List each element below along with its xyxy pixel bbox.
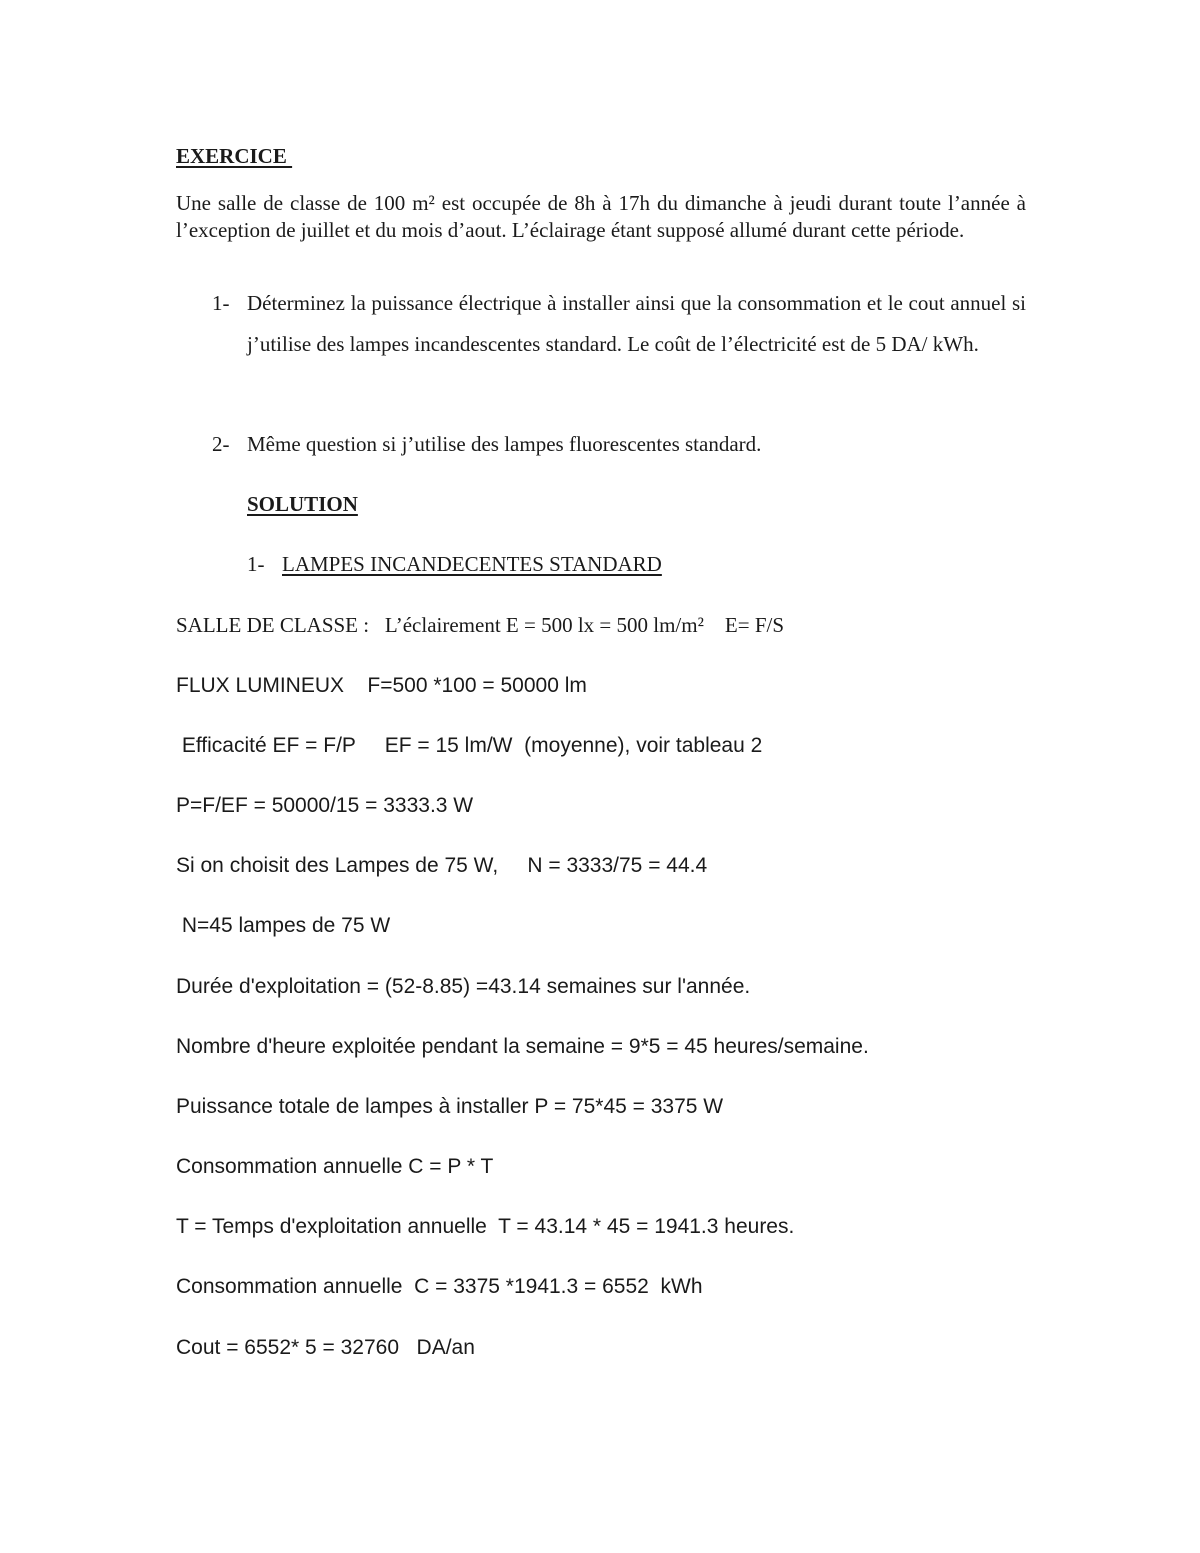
- exercise-title: EXERCICE: [176, 144, 293, 168]
- solution-line: Durée d'exploitation = (52-8.85) =43.14 semaines sur l'année.: [176, 975, 751, 998]
- part-title: LAMPES INCANDECENTES STANDARD: [282, 552, 662, 576]
- solution-line: Cout = 6552* 5 = 32760 DA/an: [176, 1336, 475, 1359]
- solution-line: Nombre d'heure exploitée pendant la semaine = 9*5 = 45 heures/semaine.: [176, 1035, 869, 1058]
- question-text: Même question si j’utilise des lampes fluorescentes standard.: [247, 432, 762, 456]
- exercise-intro: Une salle de classe de 100 m² est occupée de 8h à 17h du dimanche à jeudi durant toute l’année à l’exception de juillet et du mois d’aout. L’éclairage étant supposé allumé durant cette période.: [176, 191, 1026, 242]
- solution-line: SALLE DE CLASSE : L’éclairement E = 500 lx = 500 lm/m² E= F/S: [176, 613, 785, 637]
- solution-line: Consommation annuelle C = P * T: [176, 1155, 494, 1178]
- solution-line: N=45 lampes de 75 W: [176, 914, 391, 937]
- solution-line: Si on choisit des Lampes de 75 W, N = 3333/75 = 44.4: [176, 854, 708, 877]
- question-number: 1-: [212, 291, 230, 315]
- solution-line: Puissance totale de lampes à installer P = 75*45 = 3375 W: [176, 1095, 724, 1118]
- question-number: 2-: [212, 432, 230, 456]
- question-text: Déterminez la puissance électrique à installer ainsi que la consommation et le cout annuel si j’utilise des lampes incandescentes standard. Le coût de l’électricité est de 5 DA/ kWh.: [247, 291, 1026, 356]
- solution-line: FLUX LUMINEUX F=500 *100 = 50000 lm: [176, 674, 587, 697]
- solution-line: Efficacité EF = F/P EF = 15 lm/W (moyenne), voir tableau 2: [176, 734, 763, 757]
- solution-line: Consommation annuelle C = 3375 *1941.3 = 6552 kWh: [176, 1275, 703, 1298]
- part-number: 1-: [247, 552, 265, 576]
- solution-line: T = Temps d'exploitation annuelle T = 43.14 * 45 = 1941.3 heures.: [176, 1215, 795, 1238]
- solution-line: P=F/EF = 50000/15 = 3333.3 W: [176, 794, 474, 817]
- solution-title: SOLUTION: [247, 492, 358, 516]
